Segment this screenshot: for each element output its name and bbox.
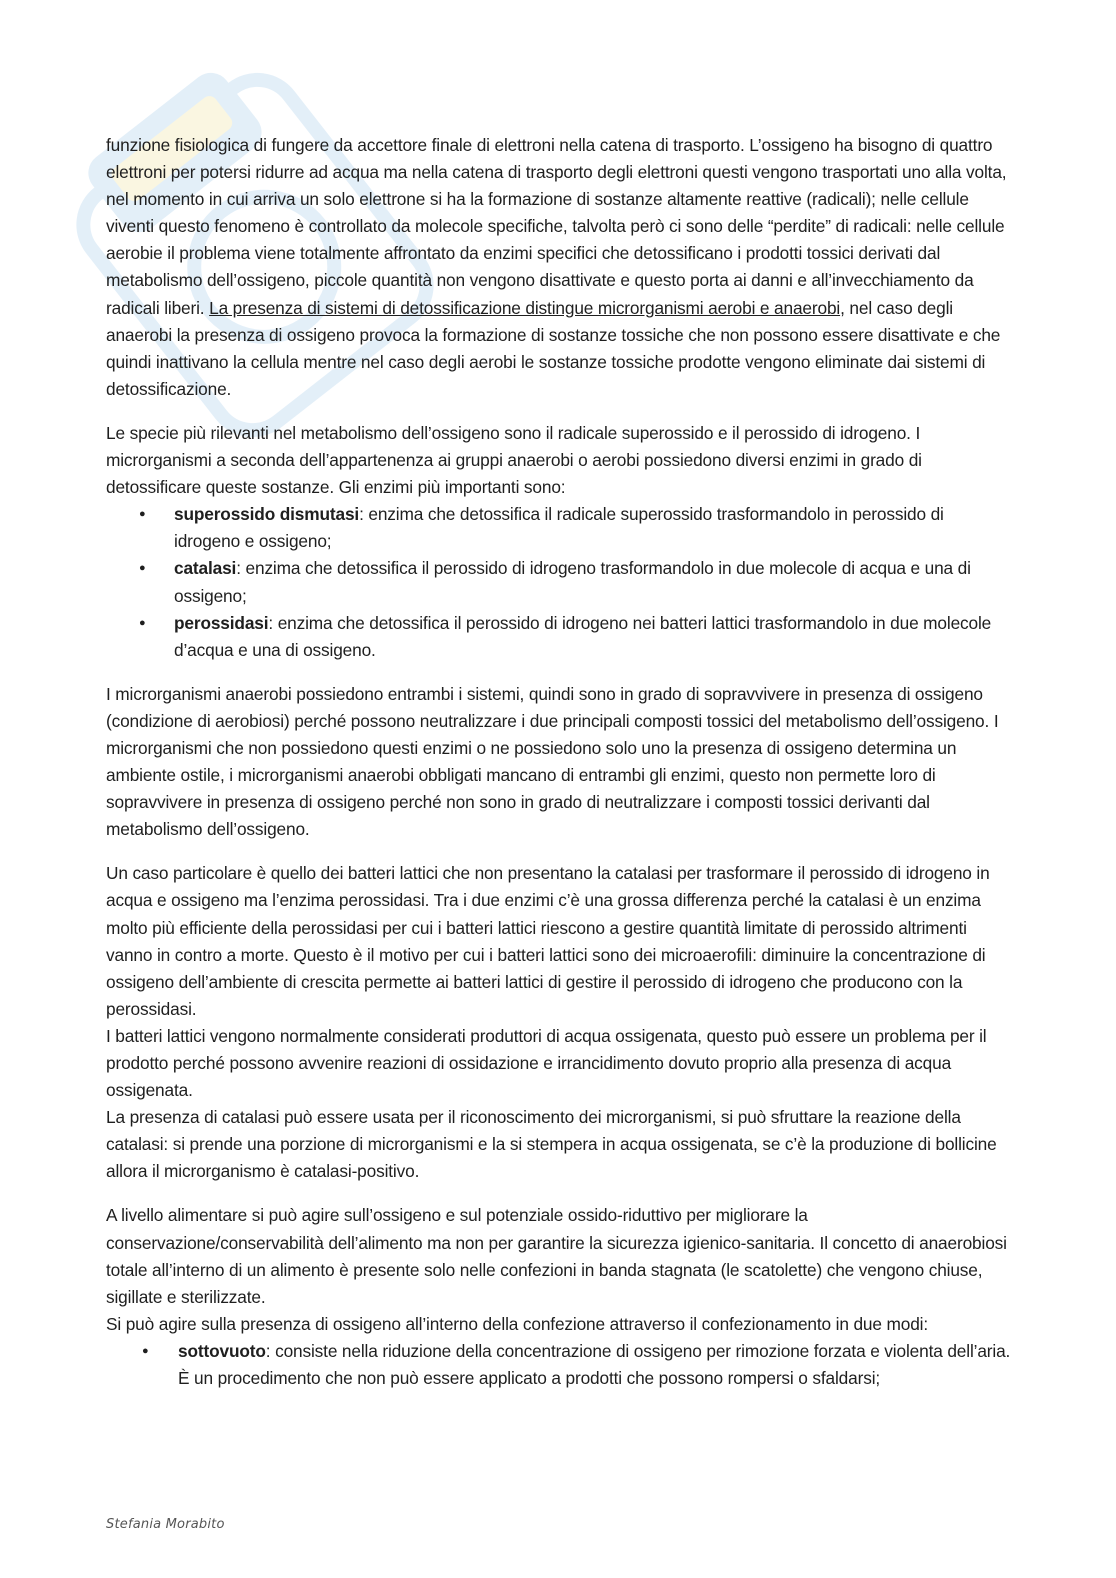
document-body xyxy=(106,132,1011,1392)
enzyme-list xyxy=(106,501,1011,664)
paragraph: Si può agire sulla presenza di ossigeno all’interno della confezione attraverso il confezionamento in due modi: xyxy=(106,1313,928,1334)
paragraph: I microrganismi anaerobi possiedono entrambi i sistemi, quindi sono in grado di sopravvivere in presenza di ossigeno (condizione di aerobiosi) perché possono neutralizzare i due principali composti tossici del metabolismo dell’ossigeno. I microrganismi che non possiedono questi enzimi o ne possiedono solo uno la presenza di ossigeno determina un ambiente ostile, i microrganismi anaerobi obbligati mancano di entrambi gli enzimi, questo non permette loro di sopravvivere in presenza di ossigeno perché non sono in grado di neutralizzare i composti tossici derivanti dal metabolismo dell’ossigeno. xyxy=(106,683,999,840)
paragraph: La presenza di catalasi può essere usata per il riconoscimento dei microrganismi, si può sfruttare la reazione della catalasi: si prende una porzione di microrganismi e la si stempera in acqua ossigenata, se c’è la produzione di bollicine allora il microrganismo è catalasi-positivo. xyxy=(106,1107,997,1182)
paragraph: funzione fisiologica di fungere da accettore finale di elettroni nella catena di trasporto. L’ossigeno ha bisogno di quattro elettroni per potersi ridurre ad acqua ma nella catena di trasporto degli elettroni questi vengono trasportati uno alla volta, nel momento in cui arriva un solo elettrone si ha la formazione di sostanze altamente reattive (radicali); nelle cellule viventi questo fenomeno è controllato da molecole specifiche, talvolta però ci sono delle “perdite” di radicali: nelle cellule aerobie il problema viene totalmente affrontato da enzimi specifici che detossificano i prodotti tossici derivati dal metabolismo dell’ossigeno, piccole quantità non vengono disattivate e questo porta ai danni e all’invecchiamento da radicali liberi. La presenza di sistemi di detossificazione distingue microrganismi aerobi e anaerobi, nel caso degli anaerobi la presenza di ossigeno provoca la formazione di sostanze tossiche che non possono essere disattivate e che quindi inattivano la cellula mentre nel caso degli aerobi le sostanze tossiche prodotte vengono eliminate dai sistemi di detossificazione. xyxy=(106,135,1007,399)
list-item: ● sottovuoto: consiste nella riduzione della concentrazione di ossigeno per rimozione forzata e violenta dell’aria. È un procedimento che non può essere applicato a prodotti che possono rompersi o sfaldarsi; xyxy=(106,1338,1011,1392)
paragraph: I batteri lattici vengono normalmente considerati produttori di acqua ossigenata, questo può essere un problema per il prodotto perché possono avvenire reazioni di ossidazione e irrancidimento dovuto proprio alla presenza di acqua ossigenata. xyxy=(106,1025,987,1101)
packaging-method-list xyxy=(106,1338,1011,1392)
page-footer-author: Stefania Morabito xyxy=(106,1517,225,1532)
list-item: ● superossido dismutasi: enzima che detossifica il radicale superossido trasformandolo in perossido di idrogeno e ossigeno; xyxy=(106,501,1011,555)
list-item: ● perossidasi: enzima che detossifica il perossido di idrogeno nei batteri lattici trasformandolo in due molecole d’acqua e una di ossigeno. xyxy=(106,610,1011,664)
paragraph: A livello alimentare si può agire sull’ossigeno e sul potenziale ossido-riduttivo per migliorare la conservazione/conservabilità dell’alimento ma non per garantire la sicurezza igienico-sanitaria. Il concetto di anaerobiosi totale all’interno di un alimento è presente solo nelle confezioni in banda stagnata (le scatolette) che vengono chiuse, sigillate e sterilizzate. xyxy=(106,1205,1007,1307)
paragraph: Un caso particolare è quello dei batteri lattici che non presentano la catalasi per trasformare il perossido di idrogeno in acqua e ossigeno ma l’enzima perossidasi. Tra i due enzimi c’è una grossa differenza perché la catalasi è un enzima molto più efficiente della perossidasi per cui i batteri lattici riescono a gestire quantità limitate di perossido altrimenti vanno in contro a morte. Questo è il motivo per cui i batteri lattici sono dei microaerofili: diminuire la concentrazione di ossigeno dell’ambiente di crescita permette ai batteri lattici di gestire il perossido di idrogeno che producono con la perossidasi. xyxy=(106,863,990,1019)
paragraph: Le specie più rilevanti nel metabolismo dell’ossigeno sono il radicale superossido e il perossido di idrogeno. I microrganismi a seconda dell’appartenenza ai gruppi anaerobi o aerobi possiedono diversi enzimi in grado di detossificare queste sostanze. Gli enzimi più importanti sono: xyxy=(106,422,922,498)
underlined-sentence: La presenza di sistemi di detossificazione distingue microrganismi aerobi e anaerobi xyxy=(209,297,841,318)
list-item: ● catalasi: enzima che detossifica il perossido di idrogeno trasformandolo in due molecole di acqua e una di ossigeno; xyxy=(106,555,1011,609)
